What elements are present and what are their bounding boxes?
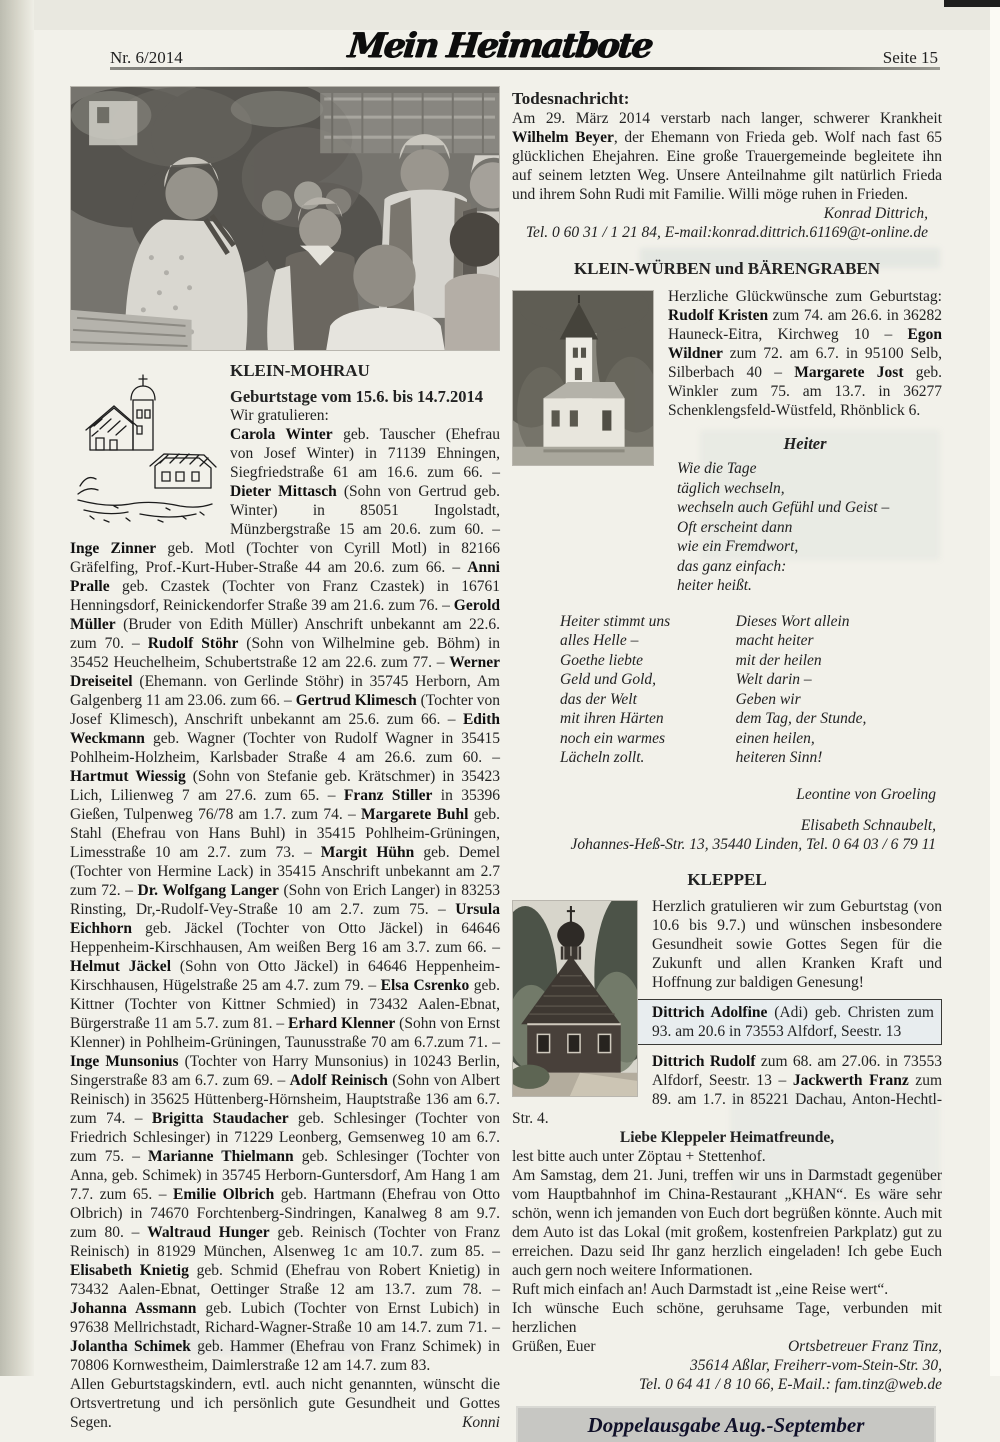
heiter-stanza-left: Heiter stimmt uns alles Helle – Goethe liebte Geld und Gold, das der Welt mit ihren Härten noch ein warmes Lächeln zollt. [560, 612, 671, 766]
scan-left-edge [0, 0, 34, 1376]
kleppel-heading: KLEPPEL [687, 869, 767, 889]
poem-submitter: Elisabeth Schnaubelt, [800, 816, 936, 834]
double-issue-banner: Doppelausgabe Aug.-September [518, 1408, 934, 1442]
heiter-title: Heiter [783, 434, 827, 453]
klein-mohrau-section [70, 360, 500, 1432]
right-column [512, 88, 942, 1442]
adolfine-text: Dittrich Adolfine (Adi) geb. Christen zum 93. am 20.6 in 73553 Alfdorf, Seestr. 13 [652, 1003, 934, 1040]
signature-tinz: Ortsbetreuer Franz Tinz, [787, 1337, 942, 1355]
birthdays-paragraph: Carola Winter geb. Tauscher (Ehefrau von Josef Winter) in 71139 Ehningen, Siegfriedstraße 61 am 16.6. zum 66. – Dieter Mittasch (Sohn von Gertrud geb. Winter) in 85051 Ingolstadt, Münzbergstraße 15 am 20.6. zum 60. – Inge Zinner geb. Motl (Tochter von Cyrill Motl) in 82166 Gräfelfing, Prof.-Kurt-Huber-Straße 44 am 20.6. zum 66. – Anni Pralle geb. Czastek (Tochter von Franz Czastek) in 16761 Henningsdorf, Reinickendorfer Straße 39 am 21.6. zum 76. – Gerold Müller (Bruder von Edith Müller) Anschrift unbekannt am 22.6. zum 70. – Rudolf Stöhr (Sohn von Wilhelmine geb. Böhm) in 35452 Heuchelheim, Schubertstraße 12 am 22.6. zum 77. – Werner Dreiseitel (Ehemann. von Gerlinde Stöhr) in 35745 Herborn, Am Galgenberg 11 am 23.06. zum 66. – Gertrud Klimesch (Tochter von Josef Klimesch), Anschrift unbekannt am 25.6. zum 66. – Edith Weckmann geb. Wagner (Tochter von Rudolf Wagner in 35415 Pohlheim-Holzheim, Karlsbader Straße 4 am 26.6. zum 60. – Hartmut Wiessig (Sohn von Stefanie geb. Krätschmer) in 35423 Lich, Lilienweg 7 am 27.6. zum 65. – Franz Stiller in 35396 Gießen, Tulpenweg 76/78 am 1.7. zum 74. – Margarete Buhl geb. Stahl (Ehefrau von Hans Buhl) in 35415 Pohlheim-Grüningen, Limesstraße 10 am 2.7. zum 73. – Margit Hühn geb. Demel (Tochter von Hermine Lack) in 35415 Anschrift unbekannt am 2.7 zum 72. – Dr. Wolfgang Langer (Sohn von Erich Langer) in 83253 Rinsting, Dr,-Rudolf-Vey-Straße 10 am 2.7. zum 75. – Ursula Eichhorn geb. Jäckel (Tochter von Otto Jäckel) in 64646 Heppenheim-Kirschhausen, Am weißen Berg 16 am 3.7. zum 66. – Helmut Jäckel (Sohn von Otto Jäckel) in 64646 Heppenheim-Kirschhausen, Hügelstraße 25 am 4.7. zum 79. – Elsa Csrenko geb. Kittner (Tochter von Kittner Schmied) in 73432 Aalen-Ebnat, Bürgerstraße 11 am 5.7. zum 81. – Erhard Klenner (Sohn von Ernst Klenner) in Pohlheim-Grüningen, Taunusstraße 70 am 6.7.zum 71. – Inge Munsonius (Tochter von Harry Munsonius) in 10243 Berlin, Singerstraße 83 am 6.7. zum 69. – Adolf Reinisch (Sohn von Albert Reinisch) in 35625 Hüttenberg-Hörnsheim, Hauptstraße 136 am 6.7. zum 74. – Brigitta Staudacher geb. Schlesinger (Tochter von Friedrich Schlesinger) in 71229 Leonberg, Gemsenweg 10 am 6.7. zum 75. – Marianne Thielmann geb. Schlesinger (Tochter von Anna, geb. Schimek) in 35745 Herborn-Guntersdorf, Am Hang 1 am 7.7. zum 65. – Emilie Olbrich geb. Hartmann (Ehefrau von Otto Olbrich) in 74670 Forchtenberg-Sindringen, Kanalweg 8 am 9.7. zum 80. – Waltraud Hunger geb. Reinisch (Tochter von Franz Reinisch) in 81929 München, Alsenweg 1c am 10.7. zum 85. – Elisabeth Knietig geb. Schmid (Ehefrau von Robert Knietig) in 73432 Aalen-Ebnat, Oettinger Straße 12 am 13.7. zum 78. – Johanna Assmann geb. Lubich (Tochter von Ernst Lubich) in 97638 Mellrichstadt, Richard-Wagner-Straße 10 am 14.7. zum 71. – Jolantha Schimek geb. Hammer (Ehefrau von Franz Schimek) in 70806 Kornwestheim, Daimlerstraße 12 am 14.7. zum 83. [70, 426, 501, 1374]
klein-mohrau-church-drawing [70, 364, 218, 524]
birthdays-closing [70, 1375, 500, 1432]
header-rule [110, 67, 940, 70]
obituary-body: Am 29. März 2014 verstarb nach langer, schwerer Krankheit Wilhelm Beyer, der Ehemann von Frieda geb. Wolf nach fast 65 glücklichen Ehejahren. Eine große Trauergemeinde begleitete ihn auf seinem letzten Weg. Unsere Anteilnahme gilt natürlich Frieda und ihrem Sohn Rudi mit Familie. Willi möge ruhen in Frieden. [512, 110, 942, 203]
group-photo-illustration [71, 87, 499, 350]
signature-konni: Konni [462, 1414, 500, 1431]
obituary-signature: Konrad Dittrich, [823, 205, 928, 222]
issue-number: Nr. 6/2014 [110, 48, 183, 67]
wooden-church-illustration [513, 901, 637, 1096]
heiter-two-columns [512, 612, 942, 768]
heiter-stanza-1: Wie die Tage täglich wechseln, wechseln auch Gefühl und Geist – Oft erscheint dann wie ein Fremdwort, das ganz einfach: heiter heißt. [677, 460, 890, 594]
page-number: Seite 15 [882, 48, 938, 67]
poem-submitter-address: Johannes-Heß-Str. 13, 35440 Linden, Tel. 0 64 03 / 6 79 11 [570, 835, 936, 853]
kleppel-section [512, 897, 942, 1128]
heiter-stanza-right: Dieses Wort allein macht heiter mit der heilen Welt darin – Geben wir dem Tag, der Stunde, einen heilen, heiteren Sinn! [735, 612, 867, 766]
scan-right-edge [990, 0, 1000, 1376]
left-column [70, 86, 500, 1432]
scan-corner-mark [944, 0, 1000, 7]
kleppel-closing-sign-line [512, 1337, 942, 1356]
closing-text: Allen Geburtstagskindern, evtl. auch nicht genannten, wünscht die Ortsvertretung und ich persönlich gute Gesundheit und Gottes Segen. [70, 1376, 500, 1431]
klein-wuerben-section [512, 287, 942, 596]
kleppel-church-photo [512, 900, 638, 1097]
church-line-art [70, 364, 218, 524]
klein-wuerben-heading: KLEIN-WÜRBEN und BÄRENGRABEN [573, 259, 881, 278]
white-church-illustration [513, 291, 653, 465]
poem-author: Leontine von Groeling [796, 785, 936, 803]
kleppel-intro: Herzlich gratulieren wir zum Geburtstag (von 10.6 bis 9.7.) und wünschen insbesondere Gesundheit sowie Gottes Segen für die Zukunft und allen Kranken Kraft und Hoffnung zur baldigen Genesung! [652, 897, 942, 991]
kleppel-para-3: Ruft mich einfach an! Auch Darmstadt ist „eine Reise wert“. [512, 1280, 889, 1298]
birthdays-intro: Wir gratulieren: [230, 407, 329, 424]
obituary-heading: Todesnachricht: [512, 89, 630, 108]
kleppel-closing-line: Ich wünsche Euch schöne, geruhsame Tage, verbunden mit herzlichen [512, 1299, 942, 1336]
obituary-section [512, 88, 942, 242]
closing-greeting: Grüßen, Euer [512, 1337, 596, 1355]
tinz-address: 35614 Aßlar, Freiherr-vom-Stein-Str. 30, [690, 1356, 942, 1374]
tinz-contact: Tel. 0 64 41 / 8 10 66, E-Mail.: fam.tinz@web.de [638, 1375, 942, 1393]
kleppel-para-2: Am Samstag, dem 21. Juni, treffen wir uns in Darmstadt gegenüber vom Hauptbahnhof im China-Restaurant „KHAN“. Es wäre sehr schön, wenn ich jemanden von Euch dort begrüßen könnte. Auch mit dem Auto ist das Lokal (mit großem, kostenfreien Parkplatz) gut zu erreichen. Dazu seid Ihr ganz herzlich eingeladen! Ich gebe Euch auch gern noch weitere Informationen. [512, 1166, 942, 1279]
klein-mohrau-heading: KLEIN-MOHRAU [230, 361, 370, 380]
klein-wuerben-body: Herzliche Glückwünsche zum Geburtstag: Rudolf Kristen zum 74. am 26.6. in 36282 Hauneck-Eitra, Kirchweg 10 – Egon Wildner zum 72. am 6.7. in 95100 Selb, Silberbach 40 – Margarete Jost geb. Winkler zum 75. am 13.7. in 36277 Schenklengsfeld-Wüstfeld, Rhönblick 6. [668, 288, 942, 419]
birthdays-subheading: Geburtstage vom 15.6. bis 14.7.2014 [230, 387, 483, 406]
klein-wuerben-church-photo [512, 290, 654, 466]
kleppel-birthdays: Dittrich Rudolf zum 68. am 27.06. in 73553 Alfdorf, Seestr. 13 – Jackwerth Franz zum 89. am 1.7. in 85221 Dachau, Anton-Hechtl-Str. 4. [512, 1052, 942, 1127]
kleppel-salutation: Liebe Kleppeler Heimatfreunde, [619, 1128, 835, 1146]
group-photo [70, 86, 500, 351]
masthead-title: Mein Heimatbote [346, 26, 654, 66]
obituary-contact: Tel. 0 60 31 / 1 21 84, E-mail:konrad.dittrich.61169@t-online.de [525, 224, 928, 241]
kleppel-para-1: lest bitte auch unter Zöptau + Stettenhof. [512, 1147, 766, 1165]
